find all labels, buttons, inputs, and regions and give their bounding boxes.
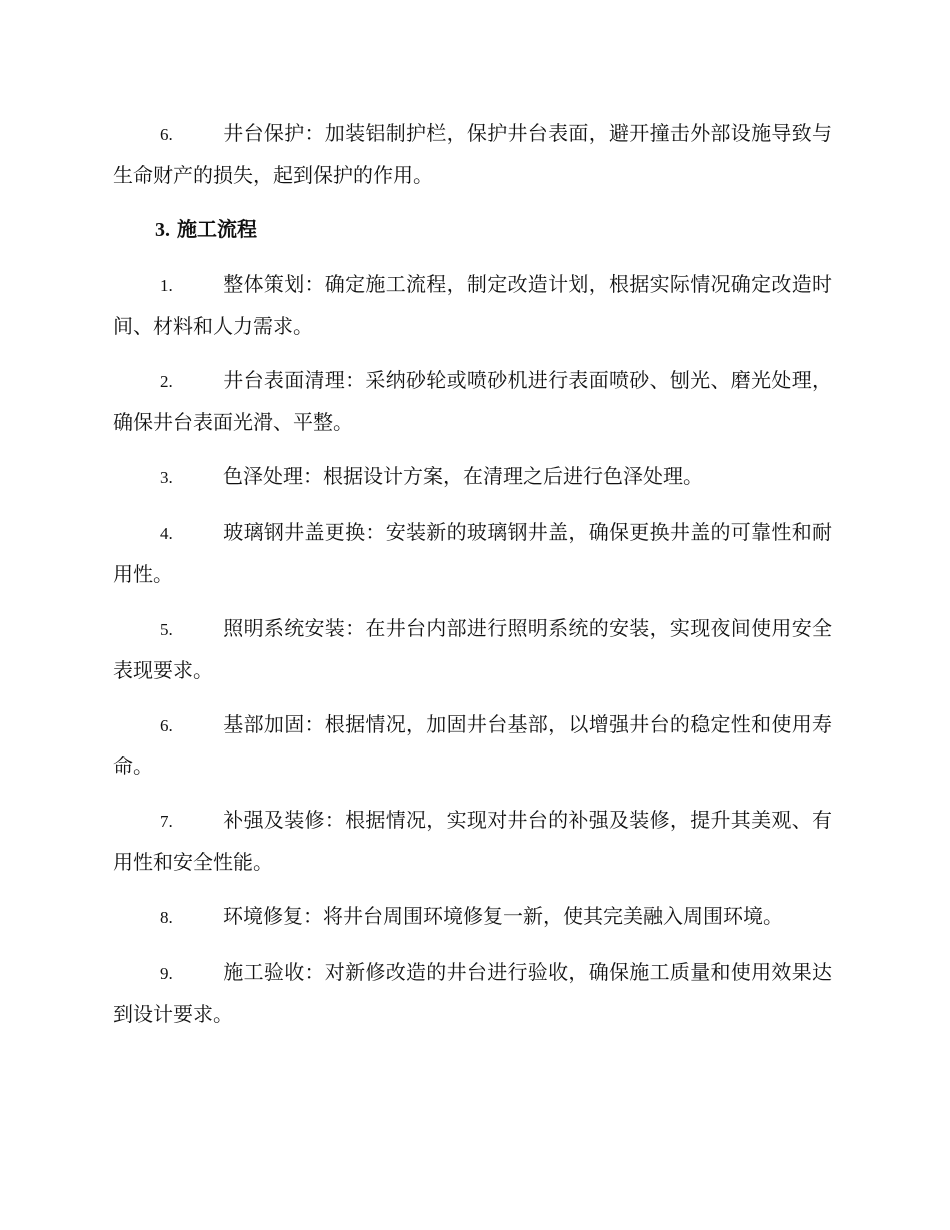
item-number: 4. xyxy=(160,524,173,543)
item-text: 基部加固：根据情况，加固井台基部，以增强井台的稳定性和使用寿命。 xyxy=(113,712,832,778)
item-text: 整体策划：确定施工流程，制定改造计划，根据实际情况确定改造时间、材料和人力需求。 xyxy=(113,272,832,338)
list-item xyxy=(113,456,832,498)
item-text: 施工验收：对新修改造的井台进行验收，确保施工质量和使用效果达到设计要求。 xyxy=(113,960,832,1026)
item-number: 9. xyxy=(160,964,173,983)
item-number: 7. xyxy=(160,812,173,831)
section-heading xyxy=(113,209,832,250)
item-text: 色泽处理：根据设计方案，在清理之后进行色泽处理。 xyxy=(223,464,703,488)
item-number: 6. xyxy=(160,125,173,144)
section-number: 3. xyxy=(155,219,170,241)
list-item xyxy=(113,264,832,346)
item-number: 2. xyxy=(160,372,173,391)
item-text: 井台保护：加装铝制护栏，保护井台表面，避开撞击外部设施导致与生命财产的损失，起到保护的作用。 xyxy=(113,121,832,187)
list-item xyxy=(113,800,832,882)
item-number: 6. xyxy=(160,716,173,735)
list-item xyxy=(113,608,832,690)
section-title: 施工流程 xyxy=(176,217,257,241)
item-text: 井台表面清理：采纳砂轮或喷砂机进行表面喷砂、刨光、磨光处理，确保井台表面光滑、平整。 xyxy=(113,368,832,434)
list-item xyxy=(113,952,832,1034)
item-number: 5. xyxy=(160,620,173,639)
list-item xyxy=(113,896,832,938)
item-number: 3. xyxy=(160,468,173,487)
item-text: 照明系统安装：在井台内部进行照明系统的安装，实现夜间使用安全表现要求。 xyxy=(113,616,832,682)
list-item xyxy=(113,704,832,786)
item-text: 环境修复：将井台周围环境修复一新，使其完美融入周围环境。 xyxy=(223,904,783,928)
list-item xyxy=(113,512,832,594)
item-number: 8. xyxy=(160,908,173,927)
list-item xyxy=(113,360,832,442)
item-text: 玻璃钢井盖更换：安装新的玻璃钢井盖，确保更换井盖的可靠性和耐用性。 xyxy=(113,520,832,586)
item-text: 补强及装修：根据情况，实现对井台的补强及装修，提升其美观、有用性和安全性能。 xyxy=(113,808,832,874)
item-number: 1. xyxy=(160,276,173,295)
list-item xyxy=(113,113,832,195)
